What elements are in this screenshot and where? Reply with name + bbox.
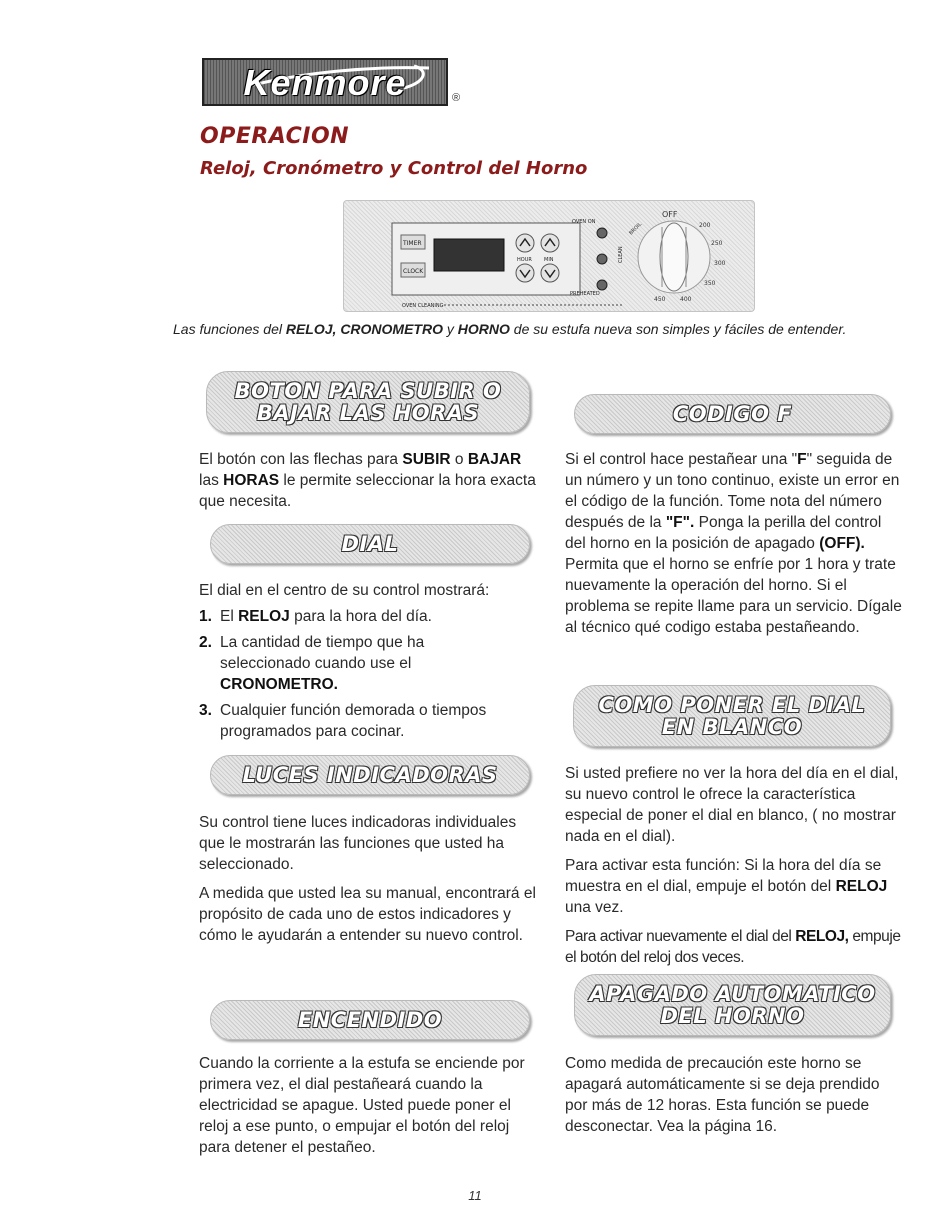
- off-label: OFF: [662, 210, 678, 219]
- hours-paragraph: El botón con las flechas para SUBIR o BAJAR las HORAS le permite seleccionar la hora exacta que necesita.: [199, 451, 536, 510]
- dial-temp-300: 300: [714, 260, 726, 267]
- banner-dial: DIAL: [210, 524, 530, 564]
- dial-temp-350: 350: [704, 280, 716, 287]
- page-number: 11: [468, 1188, 482, 1203]
- clock-label: CLOCK: [403, 268, 424, 275]
- dial-temp-200: 200: [699, 222, 711, 229]
- fcode-paragraph: Si el control hace pestañear una "F" seguida de un número y un tono continuo, existe un error en el código de la función. Tome nota del número después de la "F". Ponga la perilla del control del horno en la posición de apagado (OFF). Permita que el horno se enfríe por 1 hora y trate nuevamente la operación del horno. Si el problema se repite llame para un servicio. Dígale al técnico qué codigo estaba pestañeando.: [565, 451, 902, 636]
- clean-label: CLEAN: [618, 246, 624, 263]
- oven-on-label: OVEN ON: [572, 219, 596, 225]
- broil-label: BROIL: [628, 221, 644, 237]
- autooff-paragraph: Como medida de precaución este horno se apagará automáticamente si se deja prendido por más de 12 horas. Esta función se puede desconectar. Vea la página 16.: [565, 1055, 880, 1135]
- timer-label: TIMER: [403, 240, 422, 247]
- blank-section-text: [565, 763, 905, 968]
- banner-blank-dial: COMO PONER EL DIAL EN BLANCO: [573, 685, 891, 747]
- control-panel-drawing: [344, 201, 754, 311]
- lights-section-text: [199, 812, 539, 946]
- brand-logo: [202, 58, 448, 106]
- lights-paragraph-2: A medida que usted lea su manual, encontrará el propósito de cada uno de estos indicadores y cómo le ayudarán a entender su nuevo control.: [199, 885, 536, 944]
- blank-paragraph-3: Para activar nuevamente el dial del RELOJ, empuje el botón del reloj dos veces.: [565, 928, 901, 966]
- oven-cleaning-strip: OVEN CLEANING: [402, 303, 444, 309]
- banner-power-on: ENCENDIDO: [210, 1000, 530, 1040]
- registered-mark: ®: [452, 92, 461, 104]
- intro-caption: Las funciones del RELOJ, CRONOMETRO y HORNO de su estufa nueva son simples y fáciles de entender.: [173, 321, 847, 337]
- dial-intro: El dial en el centro de su control mostrará:: [199, 582, 490, 599]
- power-paragraph: Cuando la corriente a la estufa se enciende por primera vez, el dial pestañeará cuando la electricidad se apague. Usted puede poner el reloj a ese punto, o empujar el botón del reloj para detener el pestañeo.: [199, 1055, 525, 1156]
- blank-paragraph-1: Si usted prefiere no ver la hora del día en el dial, su nuevo control le ofrece la característica especial de poner el dial en blanco, ( no mostrar nada en el dial).: [565, 765, 899, 845]
- dial-section-text: [199, 580, 519, 742]
- blank-paragraph-2: Para activar esta función: Si la hora del día se muestra en el dial, empuje el botón del RELOJ una vez.: [565, 857, 888, 916]
- brand-name: Kenmore: [243, 62, 407, 103]
- banner-hours-button: BOTON PARA SUBIR O BAJAR LAS HORAS: [206, 371, 530, 433]
- banner-indicator-lights: LUCES INDICADORAS: [210, 755, 530, 795]
- preheated-label: PREHEATED: [570, 291, 600, 297]
- dial-list-item-1: 1. El RELOJ para la hora del día.: [199, 608, 432, 625]
- dial-temp-400: 400: [680, 296, 692, 303]
- page-title: OPERACION: [200, 124, 350, 149]
- page-subtitle: Reloj, Cronómetro y Control del Horno: [200, 158, 588, 179]
- lights-paragraph-1: Su control tiene luces indicadoras individuales que le mostrarán las funciones que usted ha seleccionado.: [199, 814, 517, 873]
- min-label: MIN: [544, 257, 554, 263]
- dial-temp-450: 450: [654, 296, 666, 303]
- hour-label: HOUR: [517, 257, 532, 263]
- dial-temp-250: 250: [711, 240, 723, 247]
- banner-f-code: CODIGO F: [574, 394, 891, 434]
- dial-list-item-2: 2. La cantidad de tiempo que ha seleccionado cuando use el CRONOMETRO.: [199, 634, 425, 693]
- control-panel-illustration: [343, 200, 755, 312]
- dial-list-item-3: 3. Cualquier función demorada o tiempos programados para cocinar.: [199, 702, 487, 740]
- banner-auto-off: APAGADO AUTOMATICO DEL HORNO: [574, 974, 891, 1036]
